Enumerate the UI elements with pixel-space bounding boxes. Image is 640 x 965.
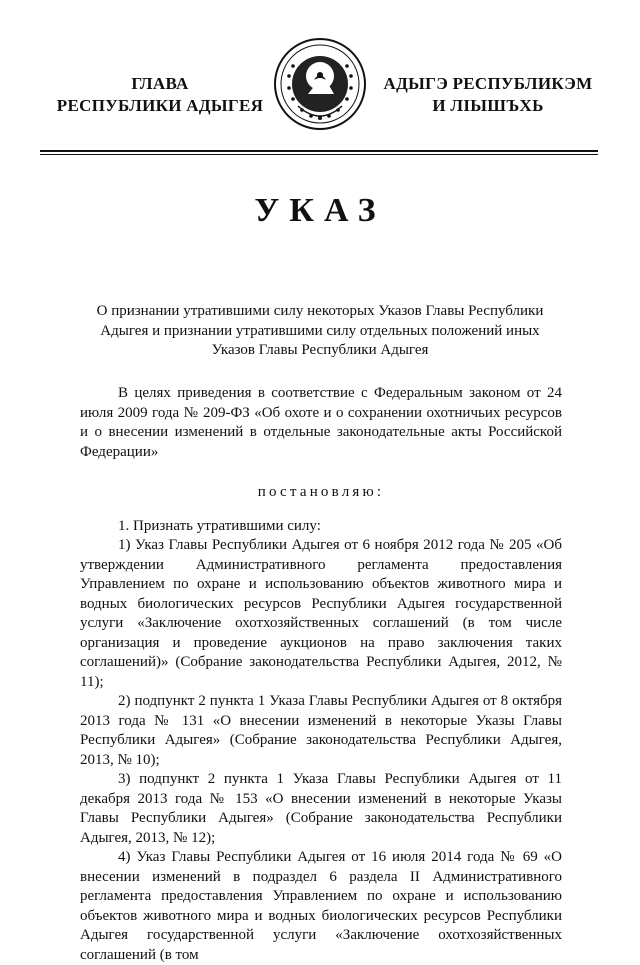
preamble-paragraph: В целях приведения в соответствие с Федеральным законом от 24 июля 2009 года № 209-ФЗ «Об охоте и о сохранении охотничьих ресурсов и о внесении изменений в отдельные законодательные акты Российской Федерации» [80, 385, 562, 460]
list-item: 2) подпункт 2 пункта 1 Указа Главы Республики Адыгея от 8 октября 2013 года № 131 «О внесении изменений в некоторые Указы Главы Республики Адыгея» (Собрание законодательства Республики Адыгея, 2013, № 10); [80, 693, 562, 768]
document-body [80, 384, 562, 965]
header-divider-thick [40, 150, 598, 152]
coat-of-arms-icon [272, 36, 368, 132]
decree-word: постановляю: [257, 484, 385, 500]
list-item: 1. Признать утратившими силу: [118, 517, 321, 534]
header-divider-thin [40, 154, 598, 155]
list-item: 1) Указ Главы Республики Адыгея от 6 ноября 2012 года № 205 «Об утверждении Административного регламента предоставления Управлением по охране и использованию объектов животного мира и водных биологических ресурсов Республики Адыгея государственной услуги «Заключение охотхозяйственных соглашений (в том числе организация и проведение аукционов на право заключения таких соглашений)» (Собрание законодательства Республики Адыгея, 2012, № 11); [80, 537, 562, 690]
issuer-line-1: ГЛАВА [131, 74, 189, 93]
issuer-header-russian [40, 73, 280, 117]
document-title: УКАЗ [254, 192, 386, 229]
issuer-line-1-adyghe: АДЫГЭ РЕСПУБЛИКЭМ [383, 74, 593, 93]
document-subject: О признании утратившими силу некоторых Указов Главы Республики Адыгея и признании утратившими силу отдельных положений иных Указов Главы Республики Адыгея [96, 303, 544, 358]
list-item: 3) подпункт 2 пункта 1 Указа Главы Республики Адыгея от 11 декабря 2013 года № 153 «О внесении изменений в некоторые Указы Главы Республики Адыгея» (Собрание законодательства Республики Адыгея, 2013, № 12); [80, 771, 562, 846]
list-item: 4) Указ Главы Республики Адыгея от 16 июля 2014 года № 69 «О внесении изменений в подраздел 6 раздела II Административного регламента предоставления Управлением по охране и использованию объектов животного мира и водных биологических ресурсов Республики Адыгея государственной услуги «Заключение охотхозяйственных соглашений (в том [80, 849, 562, 963]
issuer-header-adyghe [378, 73, 598, 117]
issuer-line-2-adyghe: И ЛІЫШЪХЬ [432, 96, 544, 115]
issuer-line-2: РЕСПУБЛИКИ АДЫГЕЯ [56, 96, 264, 115]
